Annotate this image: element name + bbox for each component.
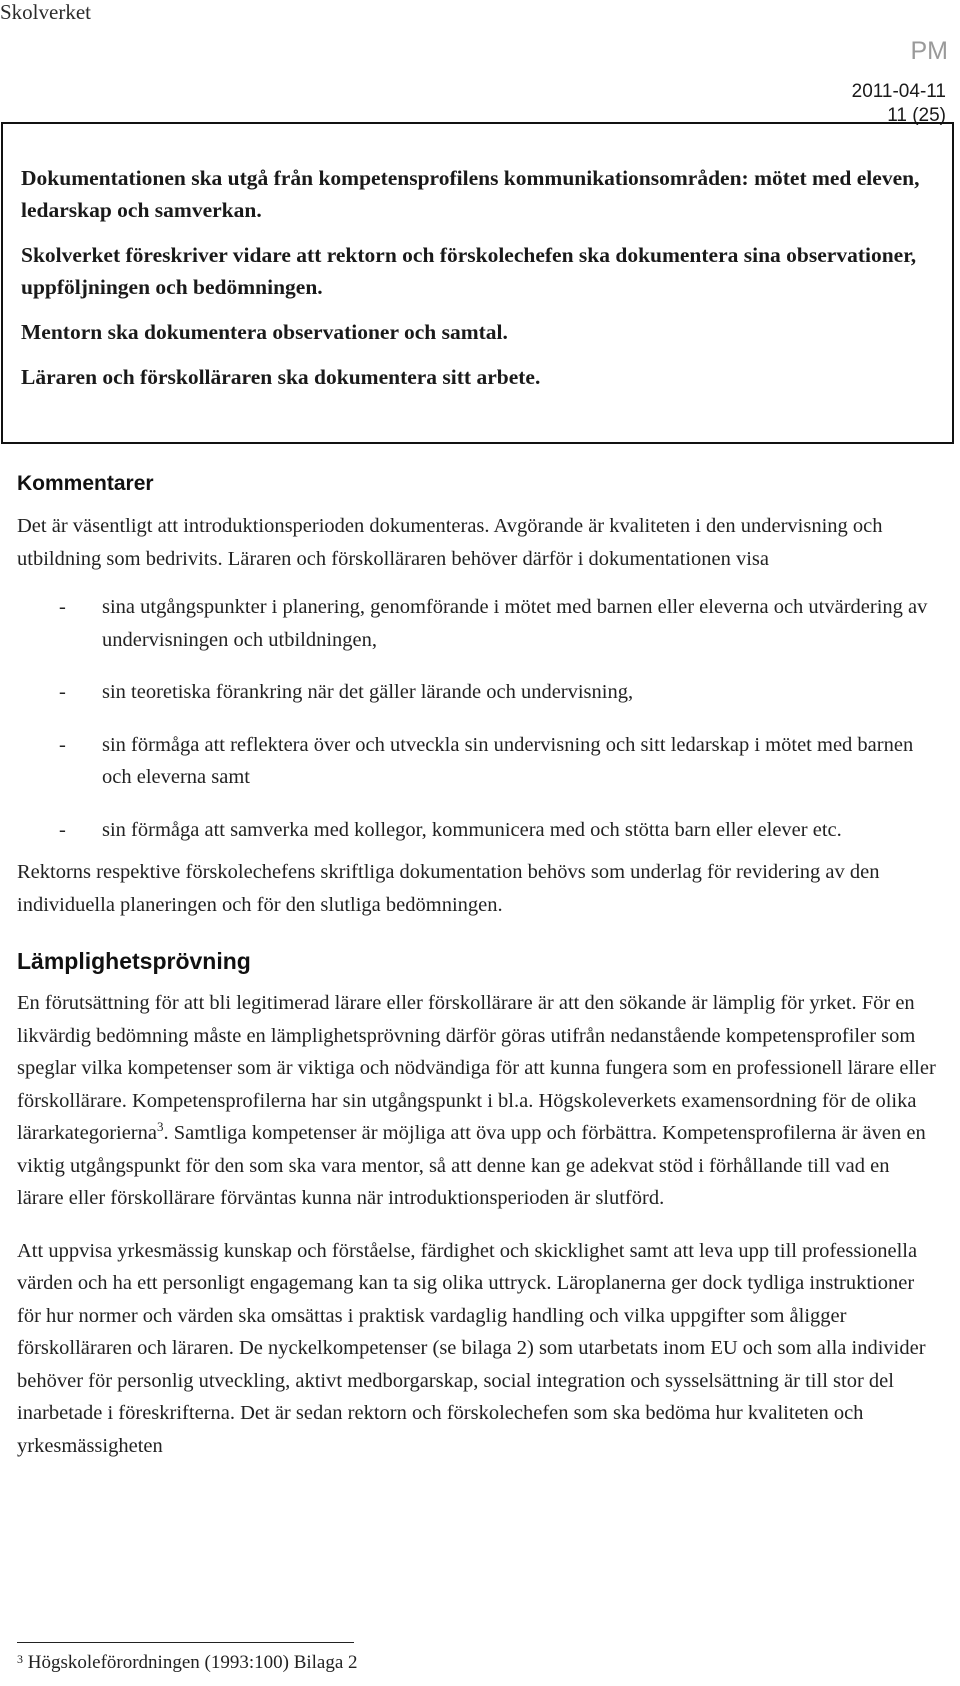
list-item-text: sina utgångspunkter i planering, genomförande i mötet med barnen eller eleverna och utvärdering av undervisningen och utbildningen, <box>102 596 928 651</box>
regulation-box <box>1 122 954 444</box>
lamplighet-paragraph-2: Att uppvisa yrkesmässig kunskap och förståelse, färdighet och skicklighet samt att leva upp till professionella värden och ha ett personligt engagemang kan ta sig olika uttryck. Läroplanerna ger dock tydliga instruktioner för hur normer och värden ska omsättas i praktisk vardaglig handling och vilka uppgifter som åligger förskolläraren och läraren. De nyckelkompetenser (se bilaga 2) som utarbetats inom EU och som alla individer behöver för personlig utveckling, aktivt medborgarskap, social integration och sysselsättning är till stor del inarbetade i föreskrifterna. Det är sedan rektorn och förskolechefen som ska bedöma hur kvaliteten och yrkesmässigheten <box>17 1239 926 1457</box>
footnote <box>17 1650 358 1676</box>
footnote-text: Högskoleförordningen (1993:100) Bilaga 2 <box>23 1652 358 1673</box>
list-item-text: sin förmåga att reflektera över och utveckla sin undervisning och sitt ledarskap i mötet med barnen och eleverna samt <box>102 733 914 788</box>
header-organization: Skolverket <box>0 0 91 24</box>
dash-marker: - <box>59 681 66 703</box>
list-item <box>17 676 937 709</box>
kommentarer-closing: Rektorns respektive förskolechefens skriftliga dokumentation behövs som underlag för revidering av den individuella planeringen och för den slutliga bedömningen. <box>17 861 880 916</box>
header-date-block <box>852 80 946 128</box>
footnote-divider <box>17 1642 354 1643</box>
lamplighet-p1-text-cont: . Samtliga kompetenser är möjliga att öva upp och förbättra. Kompetensprofilerna är även en viktig utgångspunkt för den som ska vara mentor, så att denne kan ge adekvat stöd i förhållande till vad en lärare eller förskollärare förväntas kunna när introduktionsperioden är slutförd. <box>17 1122 926 1209</box>
list-item <box>17 814 937 847</box>
list-item <box>17 591 937 656</box>
list-item-text: sin förmåga att samverka med kollegor, kommunicera med och stötta barn eller elever etc. <box>102 818 842 841</box>
footnote-reference[interactable]: 3 <box>157 1119 164 1134</box>
lamplighet-heading: Lämplighetsprövning <box>17 948 251 974</box>
header-date: 2011-04-11 <box>851 81 946 102</box>
kommentarer-heading: Kommentarer <box>17 472 154 495</box>
kommentarer-intro: Det är väsentligt att introduktionsperioden dokumenteras. Avgörande är kvaliteten i den undervisning och utbildning som bedrivits. Läraren och förskolläraren behöver därför i dokumentationen visa <box>17 515 883 570</box>
dash-marker: - <box>59 596 66 618</box>
main-content <box>17 468 937 1462</box>
dash-marker: - <box>59 818 66 841</box>
kommentarer-list <box>17 591 937 846</box>
header-document-type: PM <box>910 37 948 65</box>
header-page-number: 11 (25) <box>887 105 946 126</box>
box-paragraph: Läraren och förskolläraren ska dokumentera sitt arbete. <box>21 365 541 389</box>
box-paragraph: Skolverket föreskriver vidare att rektorn och förskolechefen ska dokumentera sina observationer, uppföljningen och bedömningen. <box>21 243 917 299</box>
lamplighet-paragraph-1 <box>17 987 937 1215</box>
lamplighet-p1-text: En förutsättning för att bli legitimerad lärare eller förskollärare är att den sökande är lämplig för yrket. För en likvärdig bedömning måste en lämplighetsprövning därför göras utifrån nedanstående kompetensprofiler som speglar vilka kompetenser som är viktiga och nödvändiga för att kunna fungera som en professionell lärare eller förskollärare. Kompetensprofilerna har sin utgångspunkt i bl.a. Högskoleverkets examensordning för de olika lärarkategorierna <box>17 992 936 1144</box>
dash-marker: - <box>59 733 66 756</box>
list-item <box>17 729 937 794</box>
box-paragraph: Mentorn ska dokumentera observationer och samtal. <box>21 320 508 344</box>
list-item-text: sin teoretiska förankring när det gäller lärande och undervisning, <box>102 681 634 703</box>
footnote-number: 3 <box>17 1652 23 1666</box>
box-paragraph: Dokumentationen ska utgå från kompetensprofilens kommunikationsområden: mötet med eleven, ledarskap och samverkan. <box>21 166 920 222</box>
